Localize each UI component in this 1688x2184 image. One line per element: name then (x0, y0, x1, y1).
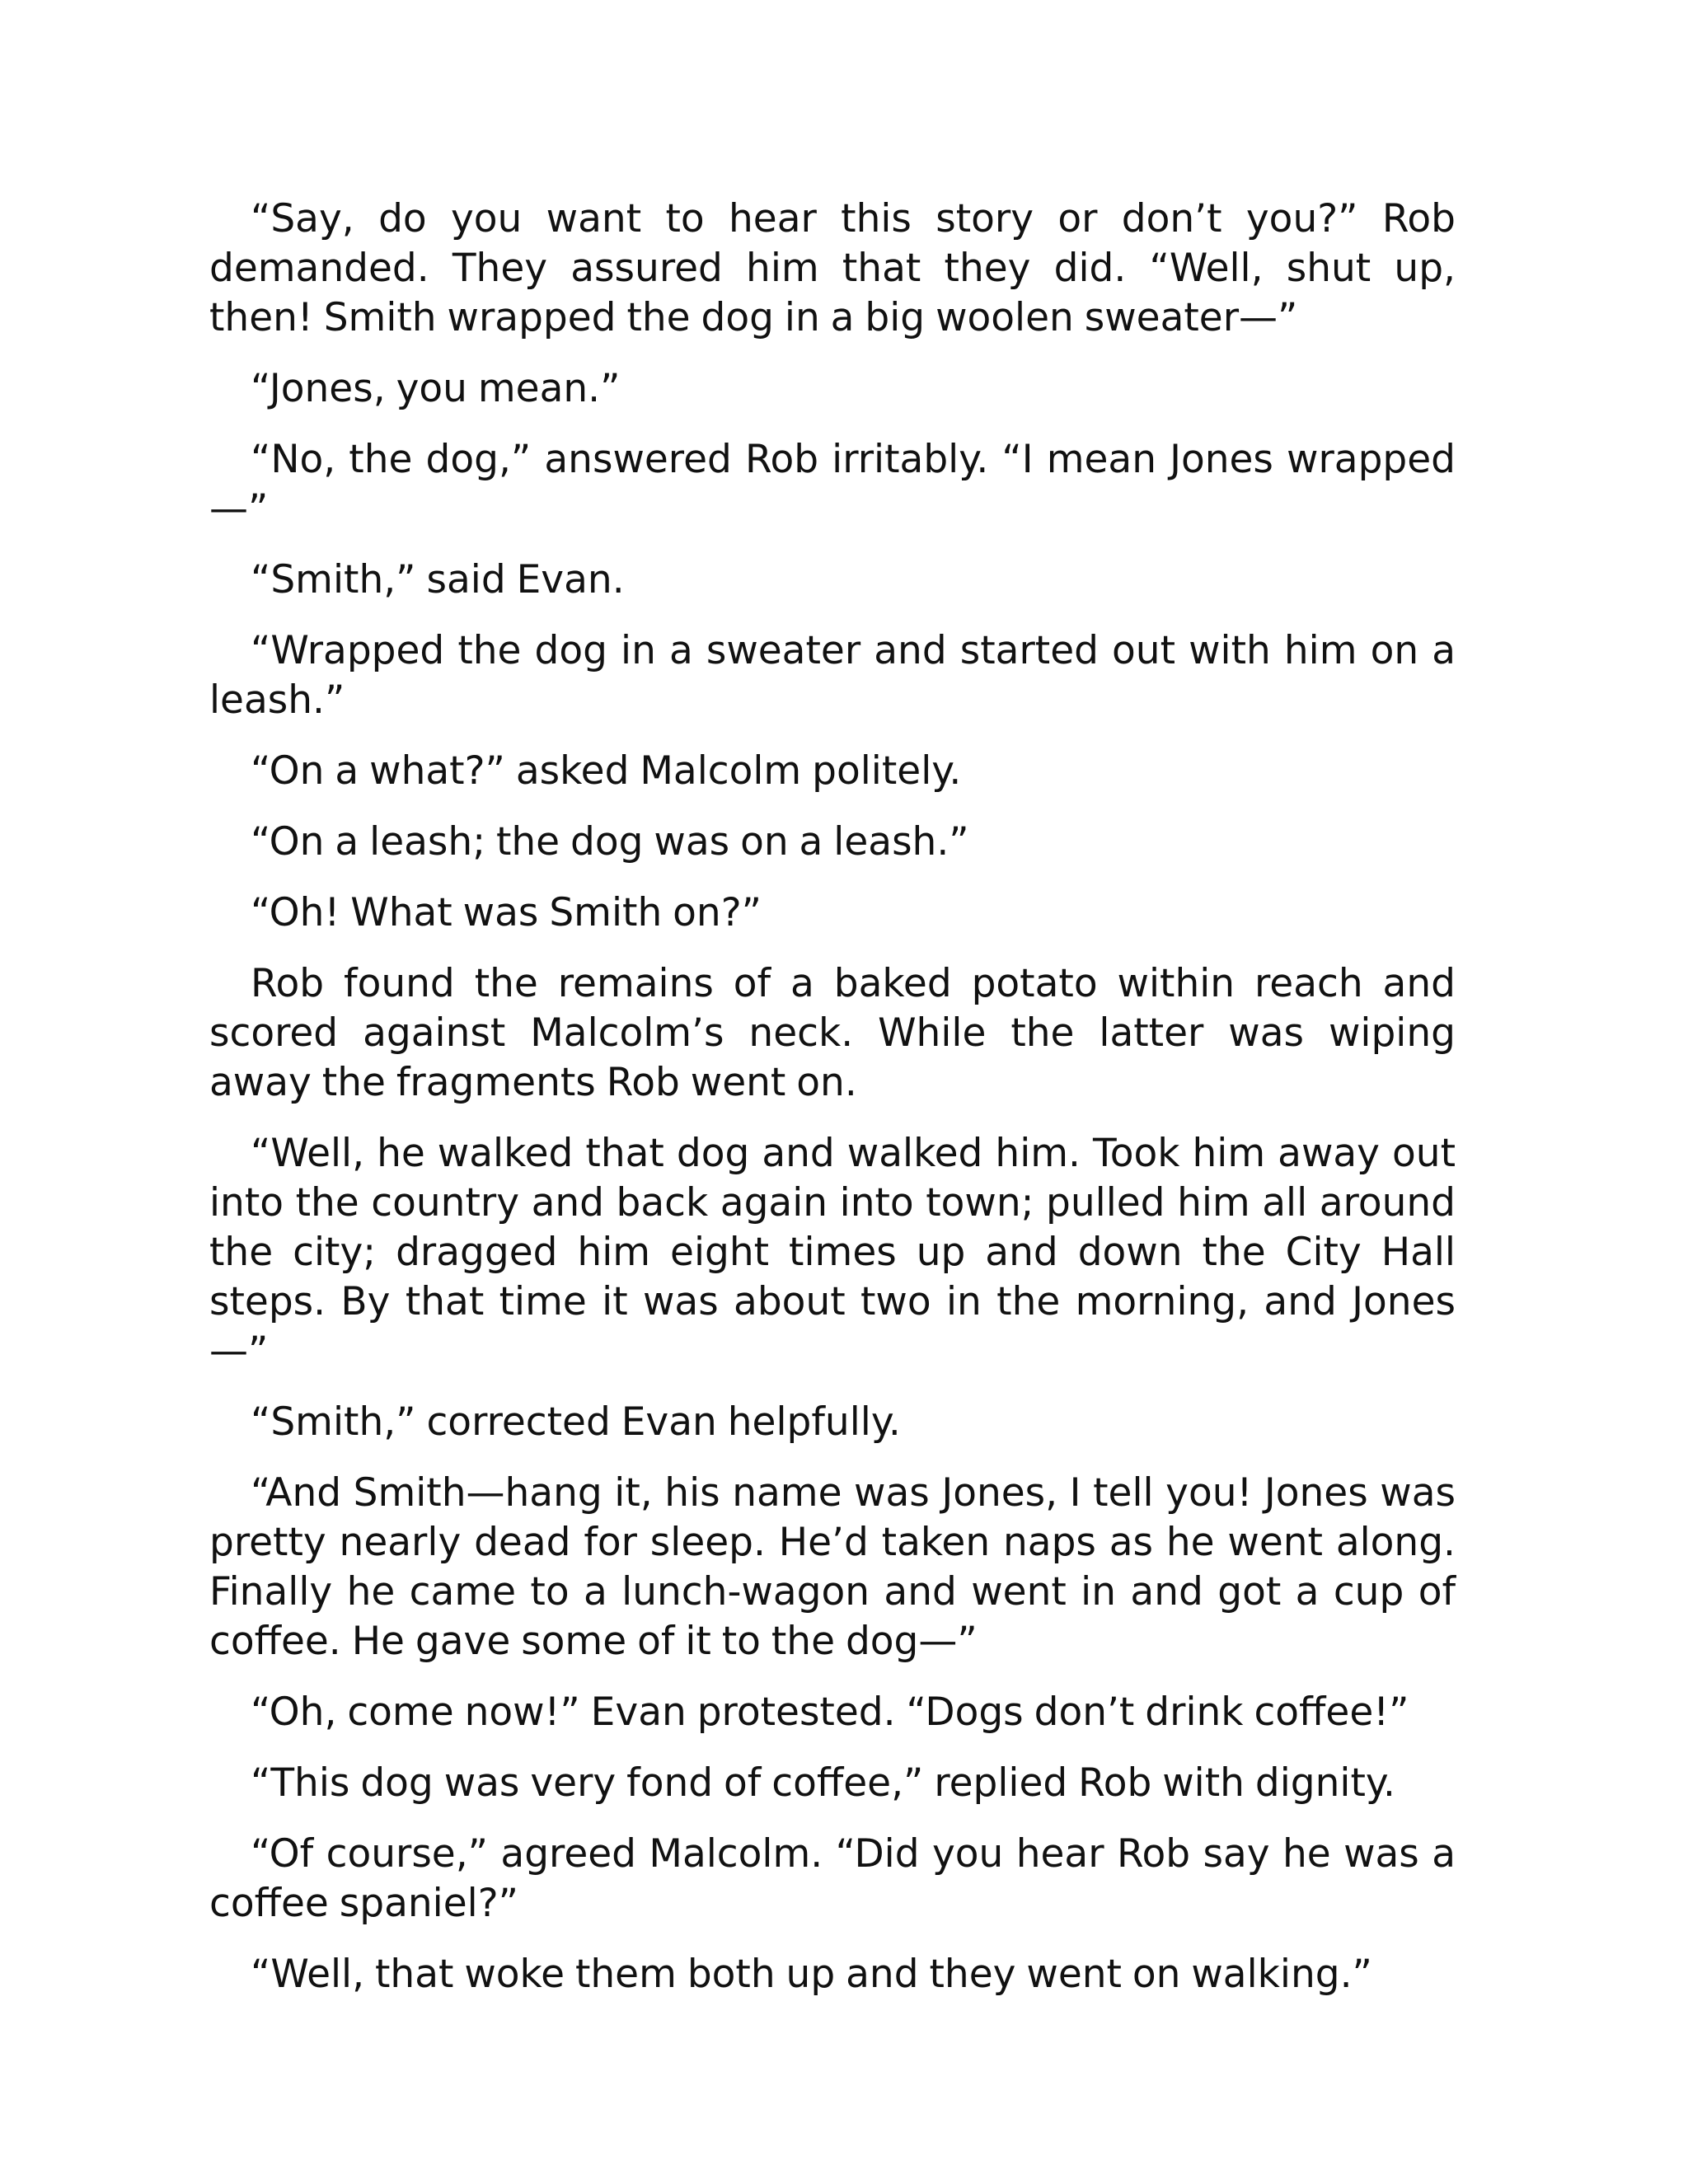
paragraph: “On a leash; the dog was on a leash.” (251, 819, 969, 865)
paragraph: “Smith,” said Evan. (251, 557, 625, 602)
paragraph: “This dog was very fond of coffee,” replied Rob with dignity. (251, 1760, 1395, 1806)
paragraph: “Say, do you want to hear this story or don’t you?” Rob demanded. They assured him that they did. “Well, shut up, then! Smith wrapped the dog in a big woolen sweater—” (209, 196, 1456, 340)
paragraph: “On a what?” asked Malcolm politely. (251, 748, 962, 794)
paragraph: “Well, that woke them both up and they went on walking.” (251, 1952, 1372, 1997)
paragraph: “Oh, come now!” Evan protested. “Dogs don’t drink coffee!” (251, 1690, 1409, 1735)
paragraph: “Wrapped the dog in a sweater and started out with him on a leash.” (209, 628, 1456, 723)
paragraph: “Of course,” agreed Malcolm. “Did you hear Rob say he was a coffee spaniel?” (209, 1831, 1456, 1926)
document-page (209, 194, 1456, 1999)
paragraph: “No, the dog,” answered Rob irritably. “I mean Jones wrapped—” (209, 437, 1456, 532)
paragraph: “Well, he walked that dog and walked him. Took him away out into the country and back again into town; pulled him all around the city; dragged him eight times up and down the City Hall steps. By that time it was about two in the morning, and Jones—” (209, 1131, 1456, 1374)
paragraph: “Jones, you mean.” (251, 366, 621, 411)
paragraph: “And Smith—hang it, his name was Jones, I tell you! Jones was pretty nearly dead for sleep. He’d taken naps as he went along. Finally he came to a lunch-wagon and went in and got a cup of coffee. He gave some of it to the dog—” (209, 1470, 1456, 1664)
paragraph: “Smith,” corrected Evan helpfully. (251, 1399, 901, 1445)
paragraph: “Oh! What was Smith on?” (251, 890, 762, 935)
paragraph: Rob found the remains of a baked potato within reach and scored against Malcolm’s neck. While the latter was wiping away the fragments Rob went on. (209, 961, 1456, 1105)
